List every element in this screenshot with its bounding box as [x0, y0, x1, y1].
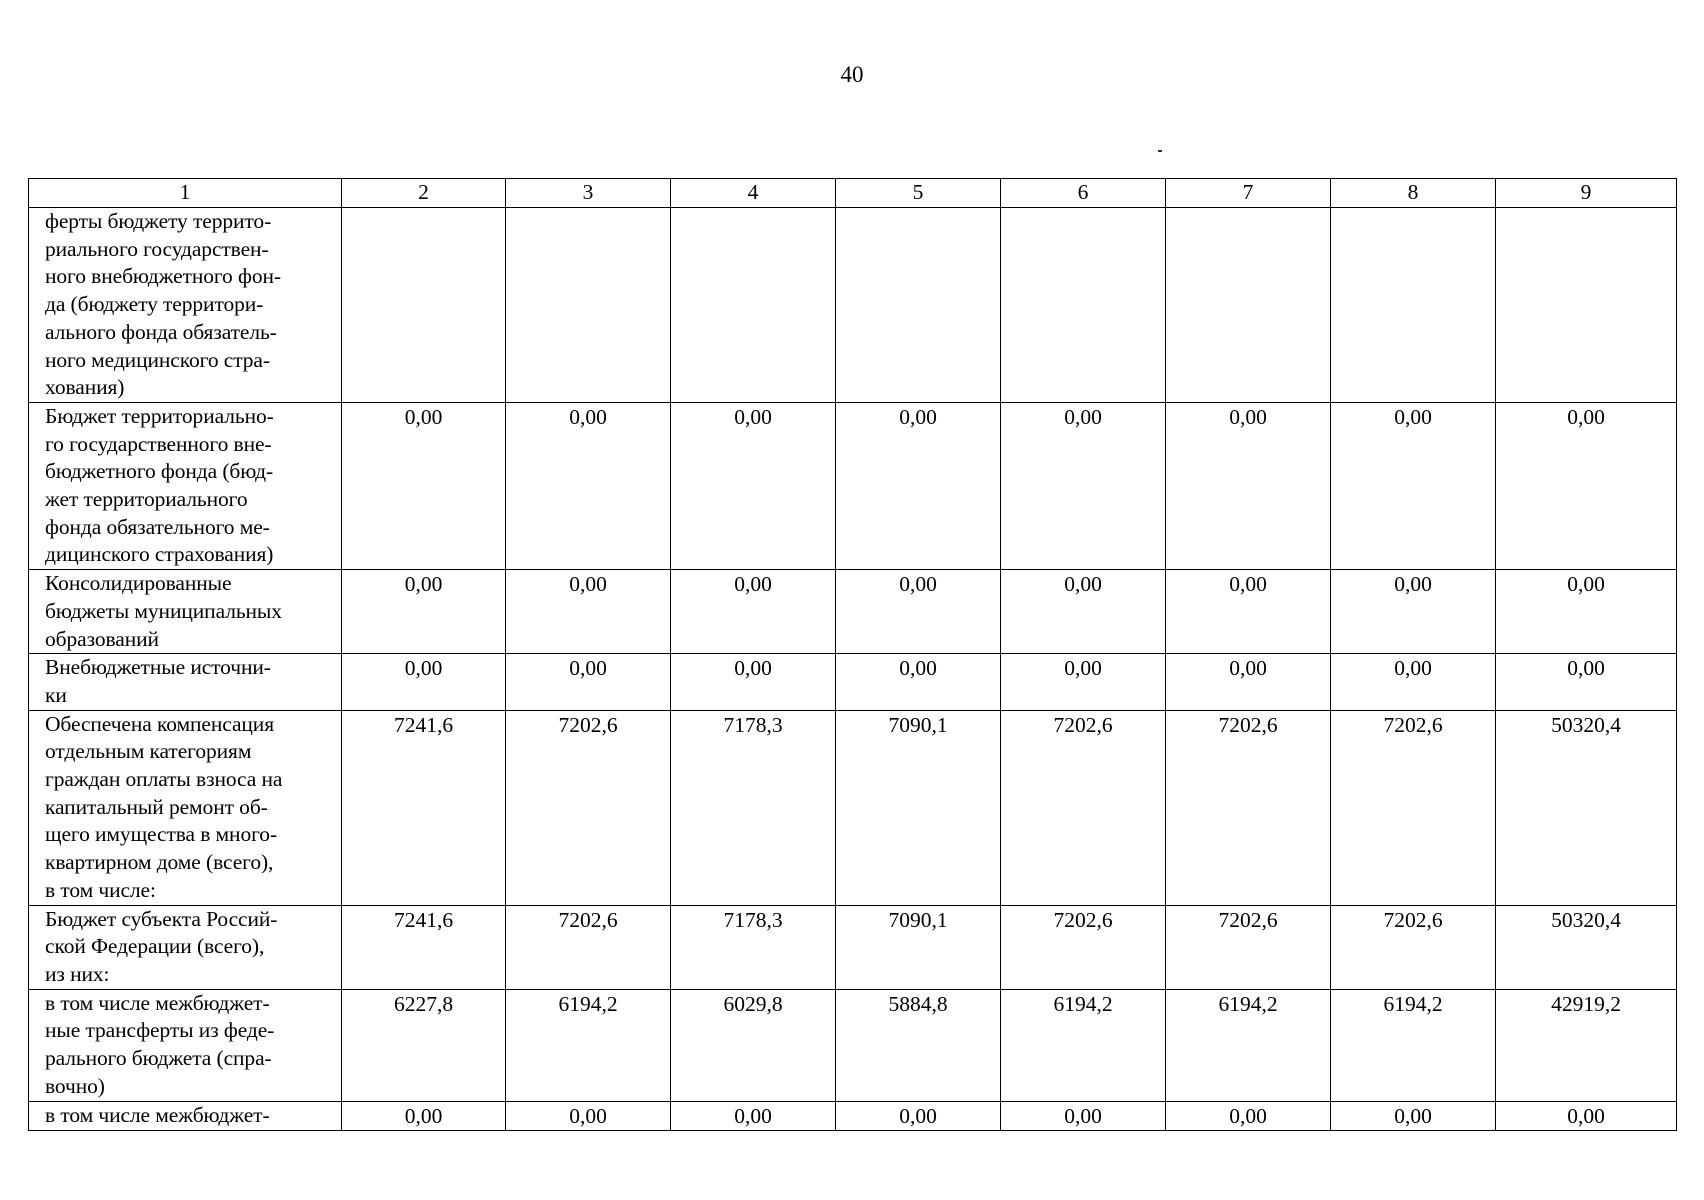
- row-label: [29, 1101, 342, 1131]
- cell-value-col-5: 0,00: [836, 654, 1001, 710]
- row-label-line: ного внебюджетного фон-: [45, 264, 281, 289]
- cell-value-col-7: 0,00: [1166, 1101, 1331, 1131]
- row-label-line: Обеспечена компенсация: [45, 711, 274, 736]
- cell-value-col-4: 0,00: [671, 1101, 836, 1131]
- cell-value-col-9: 50320,4: [1496, 905, 1677, 989]
- header-row: [29, 179, 1677, 208]
- cell-value-col-3: 0,00: [506, 1101, 671, 1131]
- row-label-line: да (бюджету территори-: [45, 292, 264, 317]
- col-header-9: 9: [1496, 179, 1677, 208]
- row-label-line: квартирном доме (всего),: [45, 850, 274, 875]
- row-label: [29, 570, 342, 654]
- cell-value-col-5: [836, 208, 1001, 403]
- row-label: [29, 710, 342, 905]
- cell-value-col-5: 7090,1: [836, 710, 1001, 905]
- row-label-line: граждан оплаты взноса на: [45, 767, 283, 792]
- row-label-line: Бюджет субъекта Россий-: [45, 906, 278, 931]
- row-label-line: рального бюджета (спра-: [45, 1046, 272, 1071]
- page-number: 40: [840, 62, 864, 87]
- table-row: [29, 710, 1677, 905]
- cell-value-col-9: 0,00: [1496, 402, 1677, 569]
- cell-value-col-4: 0,00: [671, 402, 836, 569]
- cell-value-col-3: 6194,2: [506, 989, 671, 1101]
- cell-value-col-6: 0,00: [1001, 654, 1166, 710]
- row-label-line: в том числе:: [45, 877, 156, 902]
- cell-value-col-9: [1496, 208, 1677, 403]
- cell-value-col-2: 0,00: [342, 570, 506, 654]
- row-label-line: Консолидированные: [45, 571, 232, 596]
- cell-value-col-6: 6194,2: [1001, 989, 1166, 1101]
- table-row: [29, 654, 1677, 710]
- cell-value-col-3: 0,00: [506, 570, 671, 654]
- cell-value-col-2: 7241,6: [342, 710, 506, 905]
- row-label-line: ного медицинского стра-: [45, 347, 270, 372]
- cell-value-col-4: 6029,8: [671, 989, 836, 1101]
- row-label-line: капитальный ремонт об-: [45, 794, 268, 819]
- row-label-line: Бюджет территориально-: [45, 403, 274, 428]
- cell-value-col-2: 7241,6: [342, 905, 506, 989]
- cell-value-col-7: 0,00: [1166, 570, 1331, 654]
- cell-value-col-9: 42919,2: [1496, 989, 1677, 1101]
- row-label-line: ального фонда обязатель-: [45, 319, 277, 344]
- cell-value-col-6: 7202,6: [1001, 905, 1166, 989]
- cell-value-col-5: 0,00: [836, 570, 1001, 654]
- table-row: [29, 905, 1677, 989]
- col-header-7: 7: [1166, 179, 1331, 208]
- row-label-line: фонда обязательного ме-: [45, 514, 270, 539]
- row-label-line: вочно): [45, 1073, 105, 1098]
- cell-value-col-3: 7202,6: [506, 905, 671, 989]
- row-label: [29, 402, 342, 569]
- row-label-line: ки: [45, 682, 67, 707]
- cell-value-col-7: 6194,2: [1166, 989, 1331, 1101]
- cell-value-col-5: 7090,1: [836, 905, 1001, 989]
- col-header-1: 1: [29, 179, 342, 208]
- cell-value-col-7: 0,00: [1166, 654, 1331, 710]
- col-header-3: 3: [506, 179, 671, 208]
- cell-value-col-2: 6227,8: [342, 989, 506, 1101]
- cell-value-col-5: 0,00: [836, 1101, 1001, 1131]
- cell-value-col-9: 0,00: [1496, 1101, 1677, 1131]
- cell-value-col-6: 7202,6: [1001, 710, 1166, 905]
- row-label-line: риального государствен-: [45, 236, 269, 261]
- row-label-line: в том числе межбюджет-: [45, 1102, 270, 1127]
- cell-value-col-4: 0,00: [671, 654, 836, 710]
- cell-value-col-7: 7202,6: [1166, 710, 1331, 905]
- cell-value-col-9: 0,00: [1496, 654, 1677, 710]
- cell-value-col-8: 6194,2: [1331, 989, 1496, 1101]
- row-label-line: го государственного вне-: [45, 431, 272, 456]
- cell-value-col-9: 0,00: [1496, 570, 1677, 654]
- cell-value-col-4: 0,00: [671, 570, 836, 654]
- col-header-8: 8: [1331, 179, 1496, 208]
- col-header-2: 2: [342, 179, 506, 208]
- cell-value-col-2: [342, 208, 506, 403]
- cell-value-col-7: [1166, 208, 1331, 403]
- cell-value-col-8: 7202,6: [1331, 710, 1496, 905]
- cell-value-col-6: 0,00: [1001, 1101, 1166, 1131]
- row-label-line: хования): [45, 375, 125, 400]
- row-label: [29, 654, 342, 710]
- cell-value-col-4: [671, 208, 836, 403]
- row-label-line: ской Федерации (всего),: [45, 934, 265, 959]
- row-label-line: дицинского страхования): [45, 542, 274, 567]
- row-label-line: бюджеты муниципальных: [45, 598, 282, 623]
- cell-value-col-2: 0,00: [342, 654, 506, 710]
- table-row: [29, 402, 1677, 569]
- cell-value-col-3: 0,00: [506, 402, 671, 569]
- cell-value-col-3: [506, 208, 671, 403]
- row-label-line: ферты бюджету террито-: [45, 209, 272, 233]
- col-header-5: 5: [836, 179, 1001, 208]
- cell-value-col-6: 0,00: [1001, 570, 1166, 654]
- cell-value-col-8: 0,00: [1331, 654, 1496, 710]
- cell-value-col-5: 0,00: [836, 402, 1001, 569]
- table-row: [29, 570, 1677, 654]
- row-label: [29, 905, 342, 989]
- cell-value-col-7: 0,00: [1166, 402, 1331, 569]
- col-header-6: 6: [1001, 179, 1166, 208]
- row-label-line: Внебюджетные источни-: [45, 655, 271, 680]
- cell-value-col-9: 50320,4: [1496, 710, 1677, 905]
- cell-value-col-5: 5884,8: [836, 989, 1001, 1101]
- cell-value-col-8: 7202,6: [1331, 905, 1496, 989]
- cell-value-col-7: 7202,6: [1166, 905, 1331, 989]
- table-row: [29, 208, 1677, 403]
- row-label-line: из них:: [45, 961, 110, 986]
- row-label-line: в том числе межбюджет-: [45, 990, 270, 1015]
- cell-value-col-8: [1331, 208, 1496, 403]
- row-label-line: бюджетного фонда (бюд-: [45, 459, 274, 484]
- table-row: [29, 1101, 1677, 1131]
- cell-value-col-6: 0,00: [1001, 402, 1166, 569]
- row-label-line: щего имущества в много-: [45, 822, 278, 847]
- cell-value-col-8: 0,00: [1331, 570, 1496, 654]
- cell-value-col-3: 0,00: [506, 654, 671, 710]
- row-label: [29, 208, 342, 403]
- col-header-4: 4: [671, 179, 836, 208]
- cell-value-col-2: 0,00: [342, 402, 506, 569]
- cell-value-col-8: 0,00: [1331, 402, 1496, 569]
- cell-value-col-6: [1001, 208, 1166, 403]
- row-label: [29, 989, 342, 1101]
- cell-value-col-3: 7202,6: [506, 710, 671, 905]
- cell-value-col-2: 0,00: [342, 1101, 506, 1131]
- row-label-line: жет территориального: [45, 487, 248, 512]
- cell-value-col-4: 7178,3: [671, 710, 836, 905]
- row-label-line: образований: [45, 626, 159, 651]
- scan-mark: [1158, 150, 1162, 152]
- cell-value-col-4: 7178,3: [671, 905, 836, 989]
- row-label-line: ные трансферты из феде-: [45, 1018, 275, 1043]
- table-row: [29, 989, 1677, 1101]
- row-label-line: отдельным категориям: [45, 739, 252, 764]
- cell-value-col-8: 0,00: [1331, 1101, 1496, 1131]
- budget-table: [28, 178, 1677, 1131]
